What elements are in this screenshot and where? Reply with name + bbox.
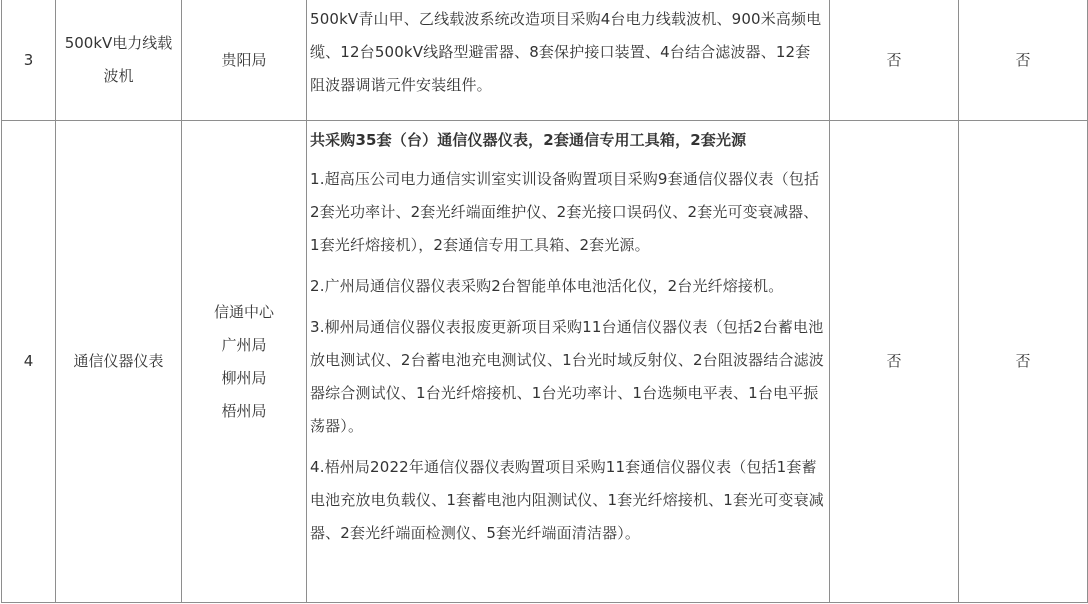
procurement-table	[1, 0, 1088, 603]
col6-value: 否	[959, 121, 1088, 603]
table-row	[2, 121, 1088, 603]
description-paragraph: 2.广州局通信仪器仪表采购2台智能单体电池活化仪，2台光纤熔接机。	[310, 277, 784, 295]
item-description	[307, 121, 830, 603]
item-name: 通信仪器仪表	[56, 121, 182, 603]
description-paragraph: 500kV青山甲、乙线载波系统改造项目采购4台电力线载波机、900米高频电缆、12台500kV线路型避雷器、8套保护接口装置、4台结合滤波器、12套阻波器调谐元件安装组件。	[310, 10, 822, 94]
row-index: 4	[2, 121, 56, 603]
description-paragraph: 4.梧州局2022年通信仪器仪表购置项目采购11套通信仪器仪表（包括1套蓄电池充放电负载仪、1套蓄电池内阻测试仪、1套光纤熔接机、1套光可变衰减器、2套光纤端面检测仪、5套光纤端面清洁器）。	[310, 458, 824, 542]
description-paragraph: 3.柳州局通信仪器仪表报废更新项目采购11台通信仪器仪表（包括2台蓄电池放电测试仪、2台蓄电池充电测试仪、1台光时域反射仪、2台阻波器结合滤波器综合测试仪、1台光纤熔接机、1台光功率计、1台选频电平表、1台电平振荡器）。	[310, 318, 824, 435]
item-name: 500kV电力线载波机	[56, 0, 182, 121]
unit-name: 贵阳局	[221, 50, 267, 69]
unit-name: 柳州局	[221, 368, 267, 387]
description-summary: 共采购35套（台）通信仪器仪表，2套通信专用工具箱，2套光源	[310, 131, 747, 149]
unit-name: 信通中心	[213, 302, 274, 321]
item-description	[307, 0, 830, 121]
unit-name: 梧州局	[221, 401, 267, 420]
unit-name: 广州局	[221, 335, 267, 354]
unit-list	[182, 0, 307, 121]
col6-value: 否	[959, 0, 1088, 121]
col5-value: 否	[830, 121, 959, 603]
table-row	[2, 0, 1088, 121]
description-paragraph: 1.超高压公司电力通信实训室实训设备购置项目采购9套通信仪器仪表（包括2套光功率计、2套光纤端面维护仪、2套光接口误码仪、2套光可变衰减器、1套光纤熔接机），2套通信专用工具箱、2套光源。	[310, 170, 820, 254]
col5-value: 否	[830, 0, 959, 121]
unit-list	[182, 121, 307, 603]
row-index: 3	[2, 0, 56, 121]
